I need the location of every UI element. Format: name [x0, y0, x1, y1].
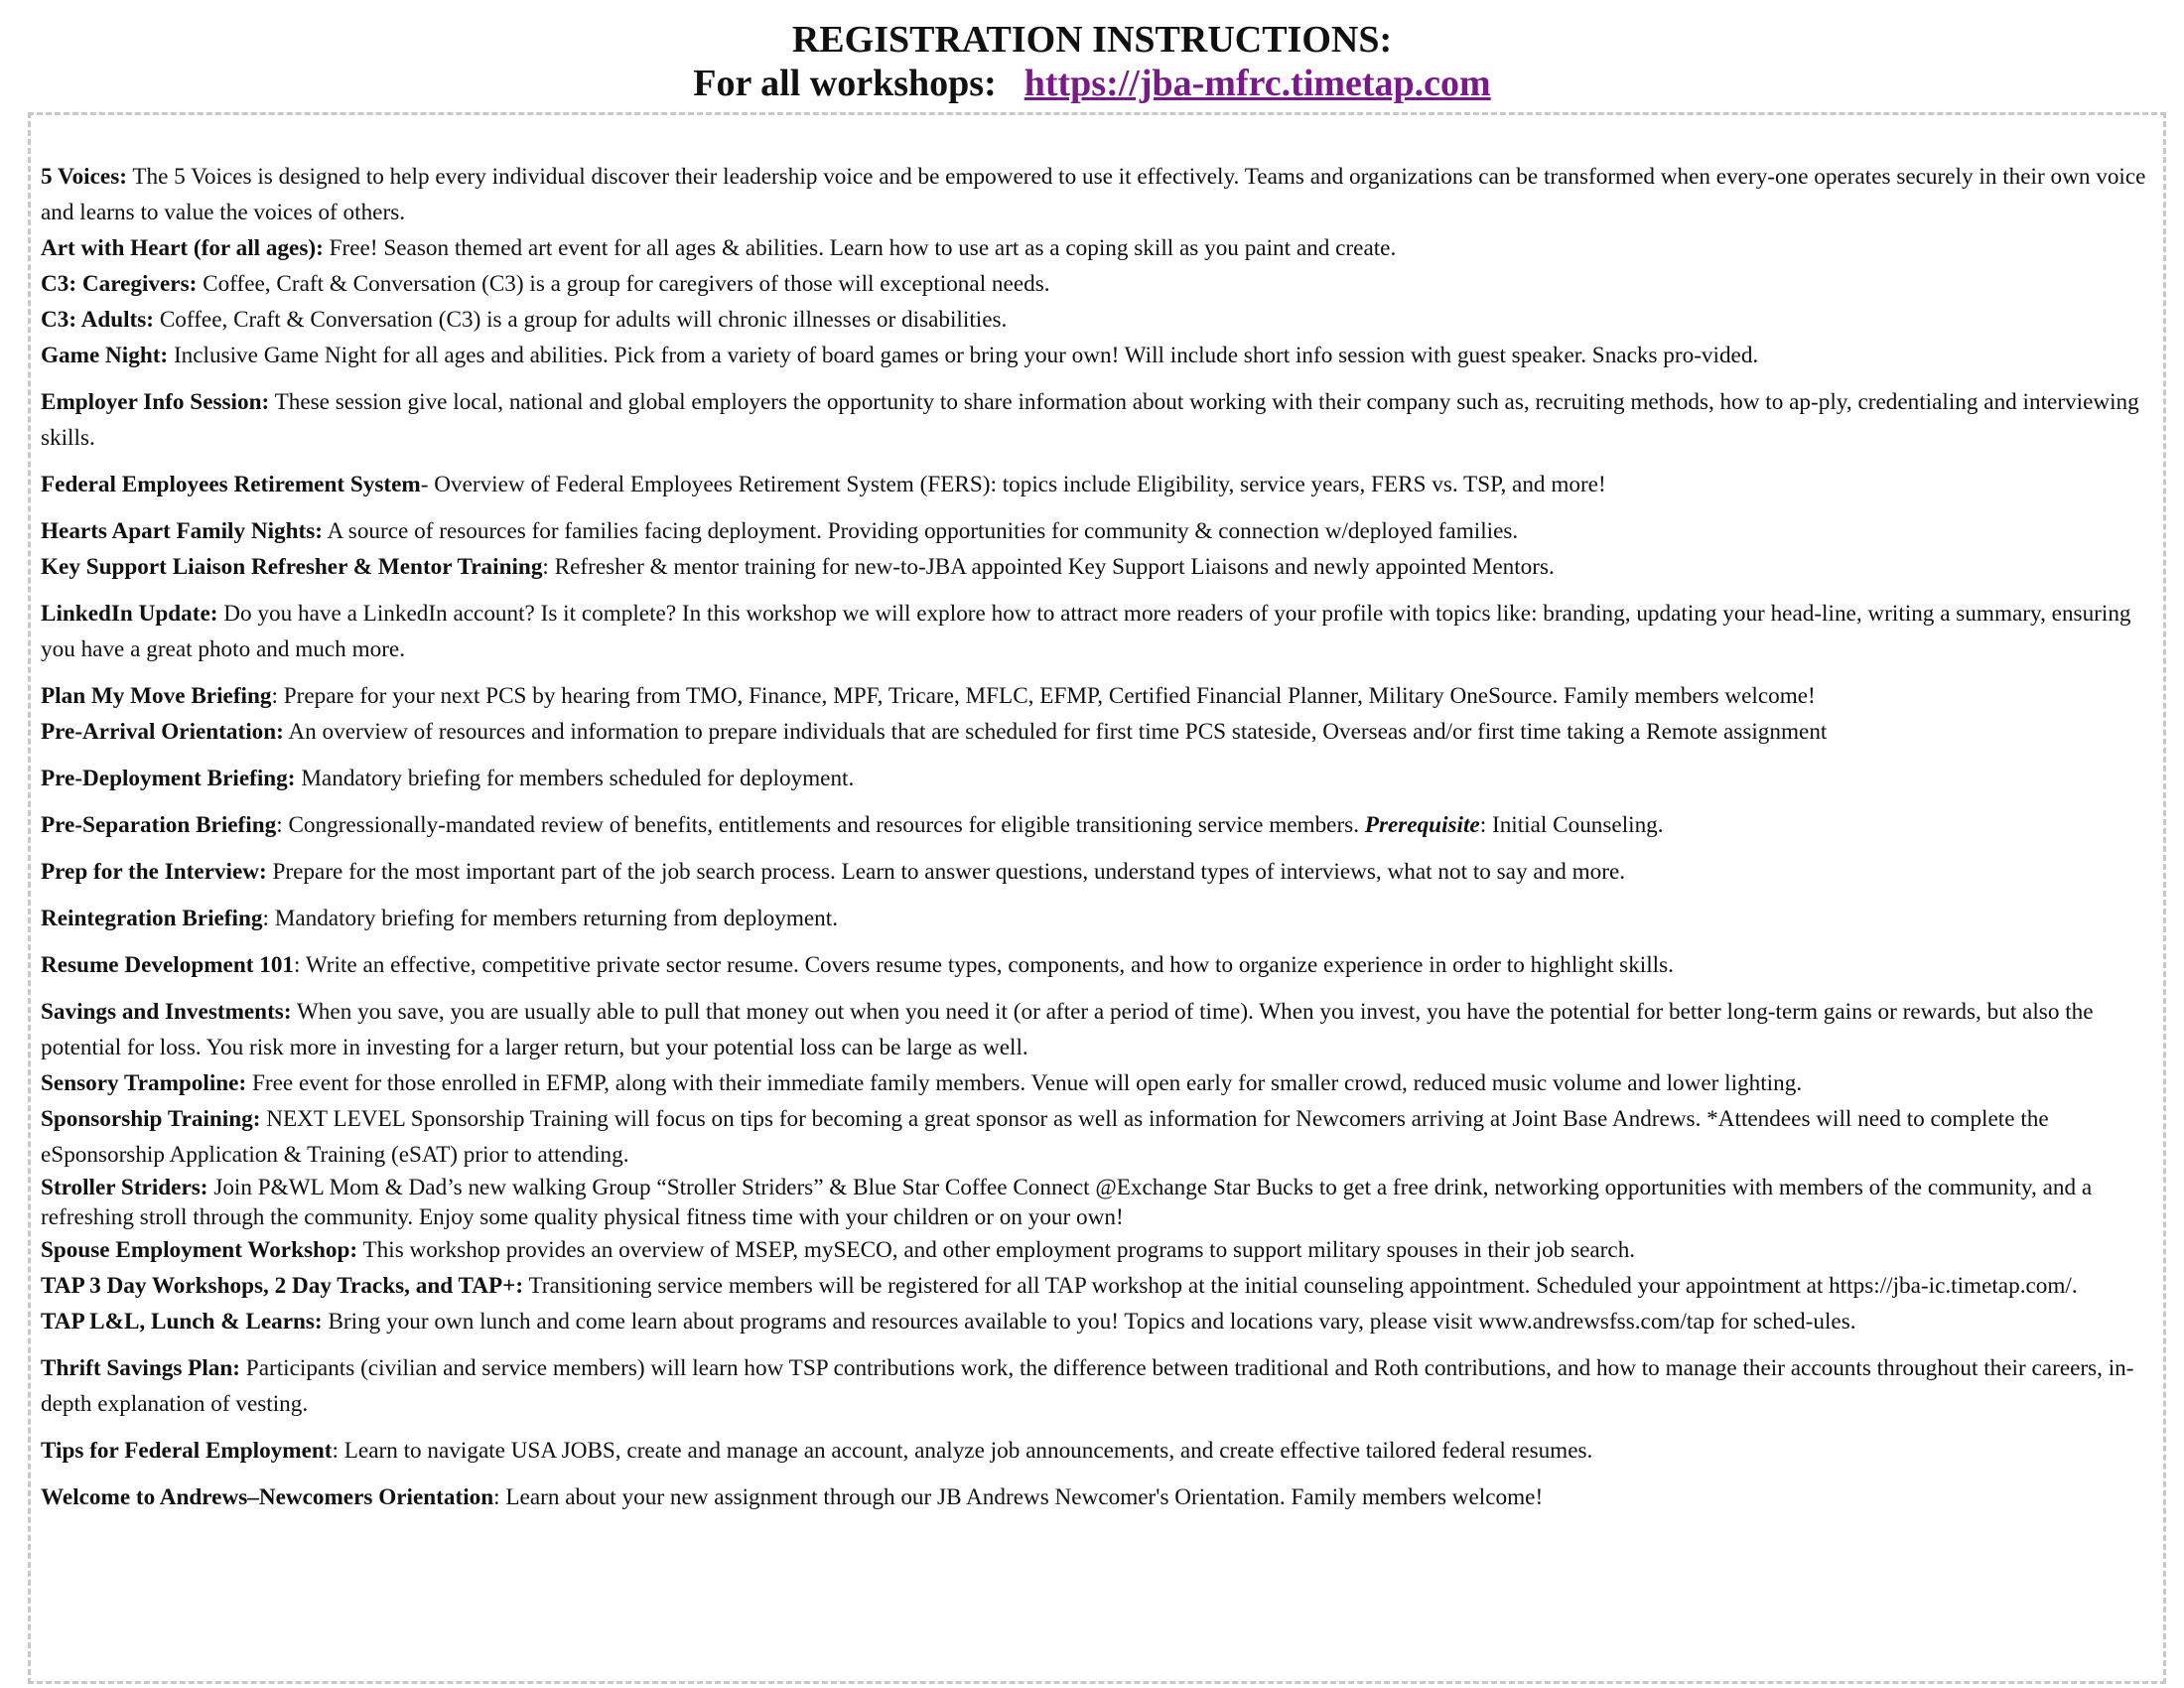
workshop-description: An overview of resources and information to prepare individuals that are scheduled for first time PCS stateside, Overseas and/or first time taking a Remote assignment [283, 719, 1828, 745]
workshop-description: : Mandatory briefing for members returning from deployment. [262, 906, 838, 931]
workshop-description: Join P&WL Mom & Dad’s new walking Group “Stroller Striders” & Blue Star Coffee Connect @Exchange Star Bucks to get a free drink, networking opportunities with members of the community, and a refreshing stroll through the community. Enjoy some quality physical fitness time with your children or on your own! [41, 1175, 2093, 1230]
workshop-title: Pre-Arrival Orientation: [41, 719, 284, 745]
workshop-entry [41, 1433, 2163, 1469]
workshop-entry [41, 467, 2163, 502]
workshop-entry [41, 302, 2163, 338]
prerequisite-label: Prerequisite [1364, 812, 1480, 838]
workshop-title: Thrift Savings Plan: [41, 1355, 240, 1381]
workshop-entry [41, 549, 2163, 585]
workshop-entry [41, 230, 2163, 266]
workshop-title: Sponsorship Training: [41, 1106, 261, 1132]
workshop-title: LinkedIn Update: [41, 601, 218, 627]
workshop-description: When you save, you are usually able to pull that money out when you need it (or after a period of time). When you invest, you have the potential for better long-term gains or rewards, but also the potential for loss. You risk more in investing for a larger return, but your potential loss can be large as well. [41, 999, 2094, 1060]
workshop-description: Free! Season themed art event for all ages & abilities. Learn how to use art as a coping skill as you paint and create. [323, 235, 1397, 261]
workshop-description: : Prepare for your next PCS by hearing from TMO, Finance, MPF, Tricare, MFLC, EFMP, Certified Financial Planner, Military OneSource. Family members welcome! [271, 683, 1816, 709]
workshop-title: Tips for Federal Employment [41, 1438, 333, 1464]
workshop-title: Prep for the Interview: [41, 859, 267, 885]
workshop-description: Coffee, Craft & Conversation (C3) is a group for caregivers of those will exceptional needs. [197, 271, 1050, 297]
workshop-entry [41, 513, 2163, 549]
workshop-title: Savings and Investments: [41, 999, 292, 1025]
workshop-title: 5 Voices: [41, 164, 127, 190]
workshop-title: TAP 3 Day Workshops, 2 Day Tracks, and TAP+: [41, 1273, 524, 1299]
workshop-entry [41, 807, 2163, 843]
workshop-description: Free event for those enrolled in EFMP, along with their immediate family members. Venue will open early for smaller crowd, reduced music volume and lower lighting. [246, 1070, 1803, 1096]
workshop-description: The 5 Voices is designed to help every individual discover their leadership voice and be empowered to use it effectively. Teams and organizations can be transformed when every-one operates securely in their own voice and learns to value the voices of others. [41, 164, 2146, 225]
workshop-entry [41, 1304, 2163, 1339]
workshop-description: These session give local, national and global employers the opportunity to share information about working with their company such as, recruiting methods, how to ap-ply, credentialing and interviewing skills. [41, 389, 2139, 451]
workshop-title: Welcome to Andrews–Newcomers Orientation [41, 1484, 494, 1510]
workshop-title: Hearts Apart Family Nights: [41, 518, 324, 544]
workshop-title: Game Night: [41, 343, 169, 368]
link-label: For all workshops: [693, 63, 997, 104]
workshop-title: Employer Info Session: [41, 389, 270, 415]
workshop-entry [41, 1350, 2163, 1422]
workshop-description: Mandatory briefing for members scheduled for deployment. [295, 766, 855, 791]
page-title: REGISTRATION INSTRUCTIONS: [791, 19, 1393, 61]
page-header [0, 18, 2184, 105]
workshop-title: Pre-Separation Briefing [41, 812, 277, 838]
workshop-description: - Overview of Federal Employees Retirement System (FERS): topics include Eligibility, service years, FERS vs. TSP, and more! [420, 472, 1606, 497]
workshop-entry [41, 1173, 2163, 1232]
workshop-description: Prepare for the most important part of the job search process. Learn to answer questions, understand types of interviews, what not to say and more. [266, 859, 1626, 885]
workshop-description: : Refresher & mentor training for new-to-JBA appointed Key Support Liaisons and newly appointed Mentors. [542, 554, 1555, 580]
workshop-title: TAP L&L, Lunch & Learns: [41, 1309, 323, 1335]
workshop-entry [41, 714, 2163, 750]
workshop-entry [41, 1479, 2163, 1515]
workshop-entry [41, 994, 2163, 1065]
workshop-title: Plan My Move Briefing [41, 683, 272, 709]
workshop-descriptions-box [28, 112, 2166, 1684]
workshop-description: : Write an effective, competitive private sector resume. Covers resume types, components, and how to organize experience in order to highlight skills. [294, 952, 1674, 978]
workshop-entry [41, 384, 2163, 456]
workshop-entry [41, 1268, 2163, 1304]
workshop-entry [41, 947, 2163, 983]
workshop-entry [41, 596, 2163, 667]
workshop-title: C3: Caregivers: [41, 271, 198, 297]
workshop-title: Reintegration Briefing [41, 906, 263, 931]
workshop-description: : Learn to navigate USA JOBS, create and manage an account, analyze job announcements, and create effective tailored federal resumes. [332, 1438, 1593, 1464]
workshop-description: Bring your own lunch and come learn about programs and resources available to you! Topics and locations vary, please visit www.andrewsfss.com/tap for sched-ules. [322, 1309, 1856, 1335]
workshop-description: NEXT LEVEL Sponsorship Training will focus on tips for becoming a great sponsor as well as information for Newcomers arriving at Joint Base Andrews. *Attendees will need to complete the eSponsorship Application & Training (eSAT) prior to attending. [41, 1106, 2049, 1168]
workshop-description: Coffee, Craft & Conversation (C3) is a group for adults will chronic illnesses or disabilities. [154, 307, 1008, 333]
workshop-entry [41, 678, 2163, 714]
workshop-description: Inclusive Game Night for all ages and abilities. Pick from a variety of board games or bring your own! Will include short info session with guest speaker. Snacks pro-vided. [168, 343, 1759, 368]
workshop-entry [41, 159, 2163, 230]
workshop-entry [41, 338, 2163, 373]
workshop-title: Art with Heart (for all ages): [41, 235, 324, 261]
workshop-title: Resume Development 101 [41, 952, 295, 978]
workshop-description: Transitioning service members will be registered for all TAP workshop at the initial counseling appointment. Scheduled your appointment at https://jba-ic.timetap.com/. [523, 1273, 2078, 1299]
workshop-description: : Learn about your new assignment through our JB Andrews Newcomer's Orientation. Family members welcome! [493, 1484, 1544, 1510]
workshop-title: Pre-Deployment Briefing: [41, 766, 296, 791]
workshop-entry [41, 266, 2163, 302]
workshop-entry [41, 761, 2163, 796]
workshop-title: Stroller Striders: [41, 1175, 208, 1200]
registration-link[interactable]: https://jba-mfrc.timetap.com [1024, 63, 1491, 104]
workshop-title: Spouse Employment Workshop: [41, 1237, 358, 1263]
workshop-title: C3: Adults: [41, 307, 155, 333]
workshop-entry [41, 1101, 2163, 1173]
prerequisite-text: : Initial Counseling. [1479, 812, 1664, 838]
workshop-entry [41, 1065, 2163, 1101]
workshop-entry [41, 901, 2163, 936]
workshop-description: A source of resources for families facing deployment. Providing opportunities for community & connection w/deployed families. [323, 518, 1519, 544]
workshop-link-line [0, 62, 2184, 105]
workshop-title: Federal Employees Retirement System [41, 472, 421, 497]
workshop-title: Key Support Liaison Refresher & Mentor Training [41, 554, 543, 580]
workshop-entry [41, 854, 2163, 890]
workshop-description: This workshop provides an overview of MSEP, mySECO, and other employment programs to support military spouses in their job search. [357, 1237, 1636, 1263]
workshop-entry [41, 1232, 2163, 1268]
workshop-description: : Congressionally-mandated review of benefits, entitlements and resources for eligible transitioning service members. [276, 812, 1365, 838]
workshop-title: Sensory Trampoline: [41, 1070, 247, 1096]
workshop-description: Participants (civilian and service members) will learn how TSP contributions work, the difference between traditional and Roth contributions, and how to manage their accounts throughout their careers, in-depth explanation of vesting. [41, 1355, 2134, 1417]
workshop-list [41, 159, 2163, 1515]
workshop-description: Do you have a LinkedIn account? Is it complete? In this workshop we will explore how to attract more readers of your profile with topics like: branding, updating your head-line, writing a summary, ensuring you have a great photo and much more. [41, 601, 2131, 662]
